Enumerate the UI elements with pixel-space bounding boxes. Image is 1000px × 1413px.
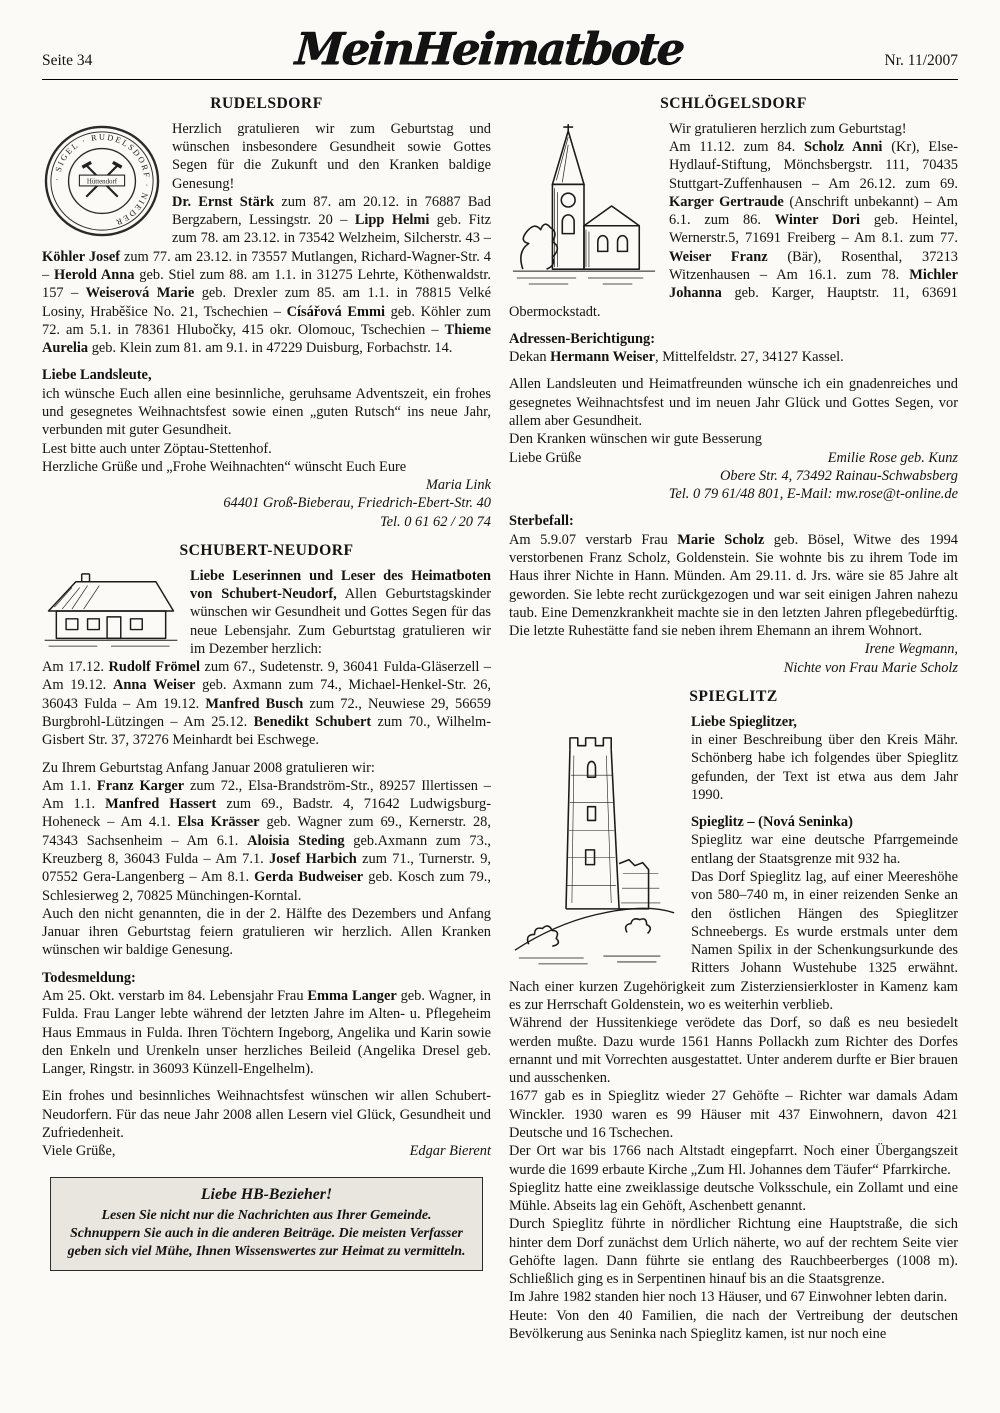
spieglitz-paragraph-7: Spieglitz hatte eine zweiklassige deutsche Volksschule, ein Zollamt und eine Mühle. Abseits lag ein Gehöft, Aschenbett genannt. [509,1179,958,1215]
schubert-author: Edgar Bierent [409,1143,491,1160]
spieglitz-paragraph-2: Spieglitz war eine deutsche Pfarrgemeinde entlang der Staatsgrenze mit 932 ha. [691,832,958,867]
schloegelsdorf-signature-address: Obere Str. 4, 73492 Rainau-Schwabsberg [720,467,958,484]
schloegelsdorf-signature-name: Emilie Rose geb. Kunz [827,449,958,466]
schubert-january-list: Am 1.1. Franz Karger zum 72., Elsa-Brandström-Str., 89257 Illertissen – Am 1.1. Manfred Hassert zum 69., Badstr. 4, 71642 Ludwigsburg-Hoheneck – Am 4.1. Elsa Krässer geb. Wagner zum 69., Kernerstr. 28, 74343 Sachsenheim – Am 6.1. Aloisia Steding geb.Axmann zum 73., Kreuzberg 8, 36043 Fulda – Am 7.1. Josef Harbich zum 71., Turnerstr. 9, 07552 Gera-Langenberg – Am 8.1. Gerda Budweiser geb. Kosch zum 79., Schlesierweg 2, 70825 Münchingen-Korntal. [42,777,492,904]
hb-box-line-2: Schnuppern Sie auch in die anderen Beiträge. Die meisten Verfasser geben sich viel Mühe, Ihnen Wissenswertes zur Heimat zu vermitteln. [67,1225,466,1259]
spieglitz-title: SPIEGLITZ [689,687,778,705]
schloegelsdorf-title: SCHLÖGELSDORF [660,95,807,112]
page-number: Seite 34 [42,52,93,69]
rudelsdorf-seal-icon [42,123,162,239]
farmhouse-illustration-icon [42,570,180,652]
schloegelsdorf-wishes-1: Allen Landsleuten und Heimatfreunden wünsche ich ein gnadenreiches und gesegnetes Weihnachtsfest und im neuen Jahr Glück und Gottes Segen, vor allem aber Gesundheit. [509,376,958,430]
sterbefall-signature-relation: Nichte von Frau Marie Scholz [783,659,958,676]
village-church-icon [509,123,659,289]
landsleute-paragraph-1: ich wünsche Euch allen eine besinnliche, geruhsame Adventszeit, ein frohes und gesegnetes Weihnachtsfest sowie einen „guten Rutsch“ ins neue Jahr, verbunden mit guter Gesundheit. [42,385,491,439]
schloegelsdorf-intro: Wir gratulieren herzlich zum Geburtstag! [669,120,907,137]
spieglitz-paragraph-6: Der Ort war bis 1766 nach Altstadt eingepfarrt. Noch einer Übergangszeit wurde die 1699 erbaute Kirche „Zum Hl. Johannes dem Täufer“ Pfarrkirche. [509,1143,958,1178]
spieglitz-paragraph-4: Während der Hussitenkiege verödete das Dorf, so daß es neu besiedelt werden mußte. Dazu wurde 1561 Hanns Pollackh zum Richter des Dorfes ernannt und mit Vorrechten ausgestattet. Unter anderem durfte er Bier brauen und ausschenken. [509,1015,958,1087]
right-column [509,92,958,1382]
schubert-december-list: Am 17.12. Rudolf Frömel zum 67., Sudetenstr. 9, 36041 Fulda-Gläserzell – Am 19.12. Anna Weiser geb. Axmann zum 74., Michael-Henkel-Str. 26, 36043 Fulda – Am 19.12. Manfred Busch zum 72., Neuwiese 29, 56659 Burgbrohl-Lützingen – Am 25.12. Benedikt Schubert zum 70., Wilhelm-Gisbert Str. 37, 37276 Meinhardt bei Eschwege. [42,659,492,749]
spieglitz-paragraph-9: Im Jahre 1982 standen hier noch 13 Häuser, und 67 Einwohner lebten darin. [509,1289,948,1306]
rudelsdorf-intro: Herzlich gratulieren wir zum Geburtstag und wünschen insbesondere Gesundheit sowie Gottes Segen für die Zukunft und den Kranken baldige Genesung! [172,120,491,192]
spieglitz-paragraph-5: 1677 gab es in Spieglitz wieder 27 Gehöfte – Richter war damals Adam Winckler. 1930 waren es 99 Häuser mit 437 Einwohnern, davon 421 Deutsche und 16 Tschechen. [509,1088,958,1141]
spieglitz-paragraph-3: Das Dorf Spieglitz lag, auf einer Meereshöhe von 580–740 m, in einer reizenden Senke an den östlichen Hängen des Spieglitzer Schneebergs. Es wurde erstmals unter dem Namen Spilix in der Schenkungsurkunde des Ritters Johann Wustehube 1325 erwähnt. Nach einer kurzen Zugehörigkeit zum Zisterziensierkloster in Kamenz kam es zur Herrschaft Goldenstein, wo es weiterhin verblieb. [509,869,958,1013]
schubert-neudorf-lead: Liebe Leserinnen und Leser des Heimatboten von Schubert-Neudorf, Allen Geburtstagskinder wünschen wir Gesundheit und Gottes Segen für das neue Lebensjahr. Zum Geburtstag gratulieren wir im Dezember herzlich: [190,567,491,657]
hb-box-title: Liebe HB-Bezieher! [200,1185,333,1203]
rudelsdorf-signature-name: Maria Link [425,477,491,494]
masthead-logo: MeinHeimatbote [293,24,685,75]
todesmeldung-heading: Todesmeldung: [42,969,136,986]
hb-box-line-1: Lesen Sie nicht nur die Nachrichten aus Ihrer Gemeinde. [101,1207,432,1223]
rudelsdorf-birthday-list: Dr. Ernst Stärk zum 87. am 20.12. in 76887 Bad Bergzabern, Lessingstr. 20 – Lipp Helmi geb. Fitz zum 78. am 23.12. in 73542 Welzheim, Silcherstr. 43 – Köhler Josef zum 77. am 23.12. in 73557 Mutlangen, Richard-Wagner-Str. 4 – Herold Anna geb. Stiel zum 88. am 1.1. in 31275 Lehrte, Köthenwaldstr. 157 – Weiserová Marie geb. Drexler zum 85. am 1.1. in 78815 Velké Losiny, Hraběšice No. 21, Tschechien – Císářová Emmi geb. Köhler zum 72. am 5.1. in 78361 Hlubočky, 415 okr. Olomouc, Tschechien – Thieme Aurelia geb. Klein zum 81. am 9.1. in 47229 Duisburg, Forbachstr. 14. [42,193,491,357]
two-column-layout [42,92,958,1382]
left-column [42,92,491,1382]
schloegelsdorf-wishes-2: Den Kranken wünschen wir gute Besserung [509,431,762,448]
schubert-neudorf-title: SCHUBERT-NEUDORF [179,541,354,559]
hb-subscriber-notice-box [50,1177,483,1271]
rudelsdorf-signature-phone: Tel. 0 61 62 / 20 74 [379,513,491,530]
schloegelsdorf-greeting: Liebe Grüße [509,449,582,466]
spieglitz-paragraph-8: Durch Spieglitz führte in nördlicher Richtung eine Hauptstraße, die sich hinter dem Dorf zunächst dem Urlich näherte, wo auf der rechtem Seite vier Gehöfte lagen. Dann führte sie entlang des Rauchbeerberges (1008 m). Schließlich ging es in Serpentinen hinauf bis an die Staatsgrenze. [509,1216,958,1288]
svg-text:Hüttendorf: Hüttendorf [86,178,118,186]
schloegelsdorf-byline [509,449,958,467]
section-spieglitz [509,687,958,1343]
sterbefall-heading: Sterbefall: [509,513,574,530]
todesmeldung-body: Am 25. Okt. verstarb im 84. Lebensjahr Frau Emma Langer geb. Wagner, in Fulda. Frau Langer lebte während der letzten Jahre im Alten- u. Pflegeheim Haus Emmaus in Fulda. Ihren Töchtern Ingeborg, Angelika und Karin sowie den Enkeln und Urenkeln unser herzliches Beileid (Angelika Dresel geb. Langer, Ringstr. in 36093 Künzell-Engelhelm). [42,987,492,1078]
section-rudelsdorf [42,94,491,531]
schloegelsdorf-birthday-list: Am 11.12. zum 84. Scholz Anni (Kr), Else-Hydlauf-Stiftung, Mönchsbergstr. 111, 70435 Stuttgart-Zuffenhausen – Am 26.12. zum 69. Karger Gertraude (Anschrift unbekannt) – Am 6.1. zum 86. Winter Dori geb. Heintel, Wernerstr.5, 71691 Freiberg – Am 8.1. zum 77. Weiser Franz (Bär), Rosenthal, 37213 Witzenhausen – Am 16.1. zum 78. Michler Johanna geb. Karger, Hauptstr. 11, 63691 Obermockstadt. [509,139,958,320]
section-schubert-neudorf [42,541,491,1161]
schubert-byline [42,1142,491,1160]
landsleute-heading: Liebe Landsleute, [42,367,152,384]
spieglitz-paragraph-1: in einer Beschreibung über den Kreis Mähr. Schönberg habe ich folgendes über Spieglitz gefunden, der Text ist etwa aus dem Jahr 1990. [691,732,958,803]
sterbefall-signature-name: Irene Wegmann, [864,641,958,658]
schubert-closing: Ein frohes und besinnliches Weihnachtsfest wünschen wir allen Schubert-Neudorfern. Für das neue Jahr 2008 allen Lesern viel Glück, Gesundheit und Zufriedenheit. [42,1088,491,1141]
svg-text:· SIGEL · RUDELSDORF · NIEDER: · SIGEL · RUDELSDORF · NIEDER [52,132,152,228]
adressen-berichtigung-body: Dekan Hermann Weiser, Mittelfeldstr. 27, 34127 Kassel. [509,349,844,366]
landsleute-paragraph-2: Lest bitte auch unter Zöptau-Stettenhof. [42,440,272,457]
schubert-late-greetings: Auch den nicht genannten, die in der 2. Hälfte des Dezembers und Anfang Januar ihren Geburtstag feiern gratulieren wir herzlich. Allen Kranken wünschen wir baldige Genesung. [42,905,491,959]
page-header [42,22,958,74]
section-schloegelsdorf [509,94,958,677]
landsleute-paragraph-3: Herzliche Grüße und „Frohe Weihnachten“ wünscht Euch Eure [42,458,407,475]
issue-number: Nr. 11/2007 [884,52,958,69]
sterbefall-body: Am 5.9.07 verstarb Frau Marie Scholz geb. Bösel, Witwe des 1994 verstorbenen Franz Scholz, Goldenstein. Sie wohnte bis zu ihrem Tode im Haus ihrer Nichte in Hann. Münden. Am 29.11. d. Jrs. wäre sie 85 Jahre alt geworden. Sie lebte recht zurückgezogen und war seit einigen Jahren nahezu taub. Eine Demenzkrankheit machte sie in den letzten Jahren pflegebedürftig. Die letzte Ruhestätte fand sie neben ihrem Ehemann an ihrem Wohnort. [509,531,958,640]
schloegelsdorf-signature-contact: Tel. 0 79 61/48 801, E-Mail: mw.rose@t-online.de [668,486,958,503]
schubert-closing-greeting: Viele Grüße, [42,1143,116,1160]
rudelsdorf-signature-address: 64401 Groß-Bieberau, Friedrich-Ebert-Str. 40 [223,495,491,512]
rudelsdorf-title: RUDELSDORF [210,95,323,112]
header-rule [42,79,958,80]
spieglitz-subhead: Spieglitz – (Nová Seninka) [691,814,853,831]
spieglitz-lead-heading: Liebe Spieglitzer, [691,713,797,730]
schubert-january-intro: Zu Ihrem Geburtstag Anfang Januar 2008 gratulieren wir: [42,759,375,776]
spieglitz-paragraph-10: Heute: Von den 40 Familien, die nach der Vertreibung der deutschen Bevölkerung aus Seninka nach Spieglitz kamen, ist nur noch eine [509,1307,958,1343]
adressen-berichtigung-heading: Adressen-Berichtigung: [509,330,656,347]
ruin-tower-icon [509,716,681,972]
